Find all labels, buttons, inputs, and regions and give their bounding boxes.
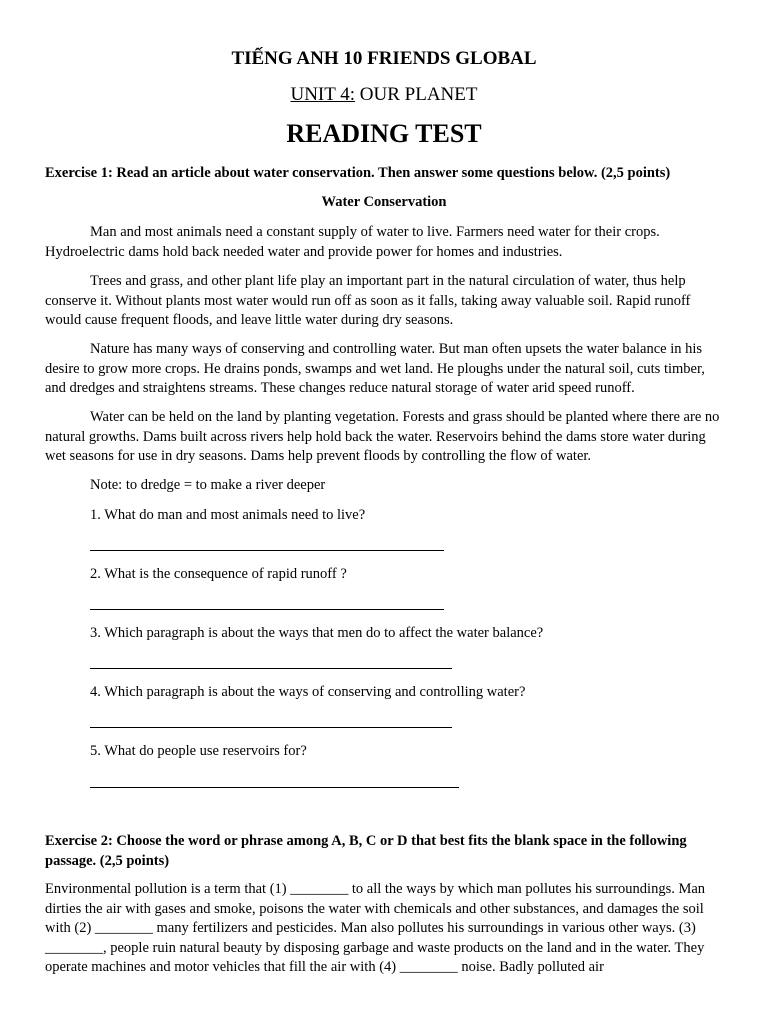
article-paragraph-1: Man and most animals need a constant supply of water to live. Farmers need water for their crops. Hydroelectric dams hold back needed water and provide power for homes and industries. [45,224,660,260]
exercise2-instruction: Exercise 2: Choose the word or phrase among A, B, C or D that best fits the blank space in the following passage. (2,5 points) [45,833,687,869]
question-3: 3. Which paragraph is about the ways that men do to affect the water balance? [90,625,544,641]
article-paragraph-2: Trees and grass, and other plant life play an important part in the natural circulation of water, thus help conserve it. Without plants most water would run off as soon as it falls, taking away valuable soil. Rapid runoff would cause frequent floods, and leave little water during dry seasons. [45,273,691,328]
answer-line-4[interactable] [90,727,452,728]
article-title: Water Conservation [321,194,447,210]
course-title: TIẾNG ANH 10 FRIENDS GLOBAL [231,48,537,69]
question-1: 1. What do man and most animals need to live? [90,507,366,523]
answer-line-1[interactable] [90,550,444,551]
article-paragraph-3: Nature has many ways of conserving and controlling water. But man often upsets the water balance in his desire to grow more crops. He drains ponds, swamps and wet land. He ploughs under the natural soil, cuts timber, and dredges and straightens streams. These changes reduce natural storage of water arid speed runoff. [45,341,705,396]
unit-label: UNIT 4: [290,84,356,105]
article-paragraph-4: Water can be held on the land by planting vegetation. Forests and grass should be planted where there are no natural growths. Dams built across rivers help hold back the water. Reservoirs behind the dams store water during wet seasons for use in dry seasons. Dams help prevent floods by controlling the flow of water. [45,409,720,464]
answer-line-5[interactable] [90,787,459,788]
question-4: 4. Which paragraph is about the ways of conserving and controlling water? [90,684,526,700]
exercise2-passage: Environmental pollution is a term that (1) ________ to all the ways by which man pollutes his surroundings. Man dirties the air with gases and smoke, poisons the water with chemicals and other substances, and damages the soil with (2) ________ many fertilizers and pesticides. Man also pollutes his surroundings in various other ways. (3) ________, people ruin natural beauty by disposing garbage and waste products on the land and in the water. They operate machines and motor vehicles that fill the air with (4) ________ noise. Badly polluted air [45,881,706,975]
answer-line-3[interactable] [90,668,452,669]
question-2: 2. What is the consequence of rapid runoff ? [90,566,347,582]
answer-line-2[interactable] [90,609,444,610]
exercise1-instruction: Exercise 1: Read an article about water conservation. Then answer some questions below. (2,5 points) [45,165,671,181]
vocabulary-note: Note: to dredge = to make a river deeper [90,477,326,493]
unit-heading [0,84,768,106]
question-5: 5. What do people use reservoirs for? [90,743,307,759]
test-title: READING TEST [286,119,482,148]
unit-title: OUR PLANET [355,84,478,105]
